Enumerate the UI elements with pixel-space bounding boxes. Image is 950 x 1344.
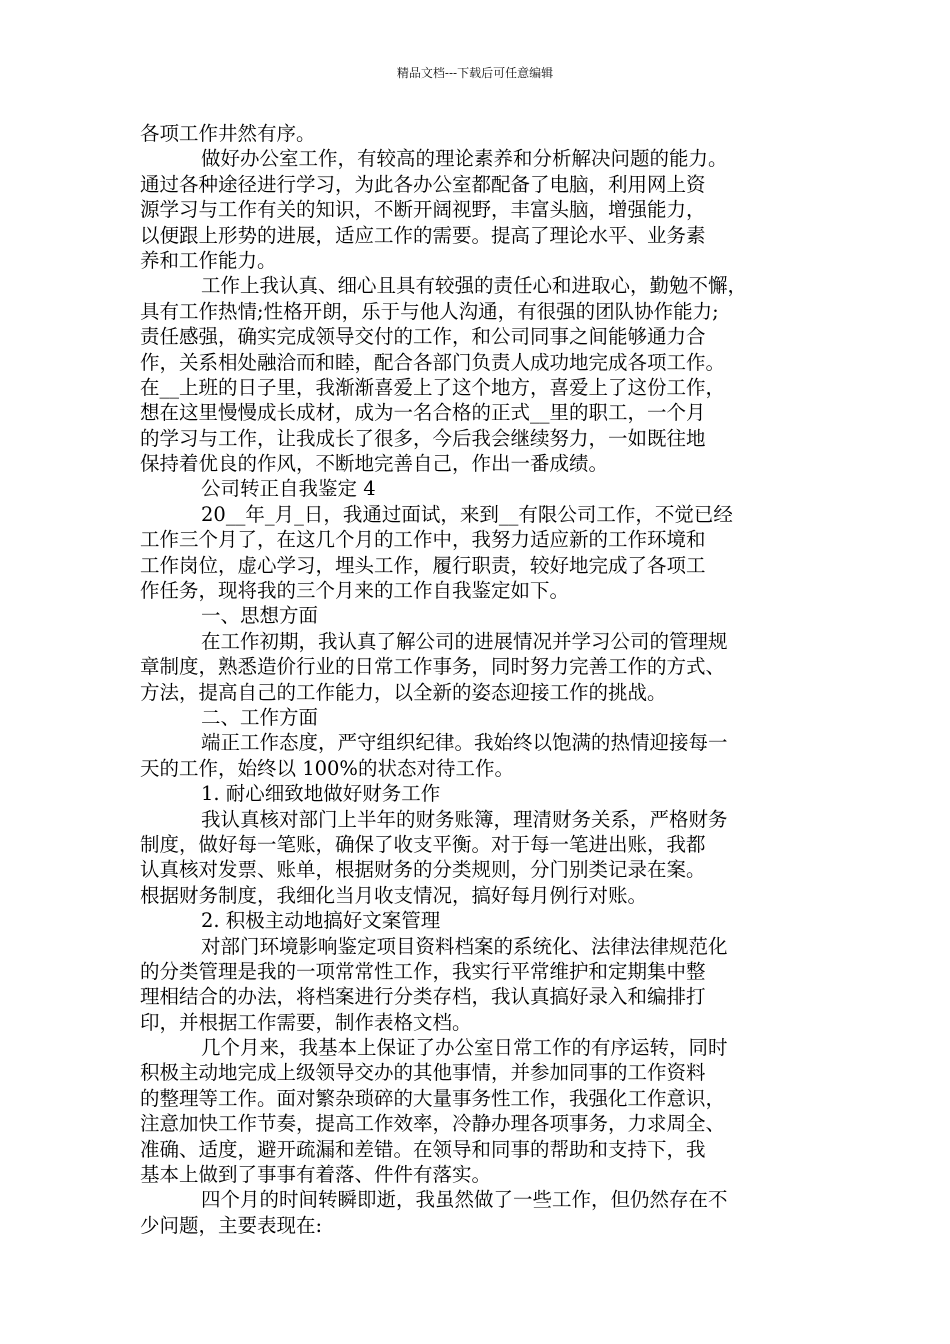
text-line: 几个月来，我基本上保证了办公室日常工作的有序运转，同时 [201,1036,728,1060]
text-line: 想在这里慢慢成长成材，成为一名合格的正式__里的职工，一个月 [140,401,706,425]
text-line: 准确、适度，避开疏漏和差错。在领导和同事的帮助和支持下，我 [140,1137,706,1161]
text-line: 对部门环境影响鉴定项目资料档案的系统化、法律法律规范化 [201,934,728,958]
text-line: 责任感强，确实完成领导交付的工作，和公司同事之间能够通力合 [140,325,706,349]
text-line: 通过各种途径进行学习，为此各办公室都配备了电脑，利用网上资 [140,172,706,196]
text-line: 20__年_月_日，我通过面试，来到__有限公司工作，不觉已经 [201,502,733,526]
document-body [140,121,820,1238]
text-line: 我认真核对部门上半年的财务账簿，理清财务关系，严格财务 [201,807,728,831]
text-line: 1. 耐心细致地做好财务工作 [201,782,441,806]
text-line: 各项工作井然有序。 [140,122,316,145]
text-line: 做好办公室工作，有较高的理论素养和分析解决问题的能力。 [201,147,728,171]
text-line: 在工作初期，我认真了解公司的进展情况并学习公司的管理规 [201,629,728,653]
text-line: 公司转正自我鉴定 4 [201,477,376,501]
text-line: 源学习与工作有关的知识，不断开阔视野，丰富头脑，增强能力， [140,198,706,222]
text-line: 注意加快工作节奏，提高工作效率，冷静办理各项事务，力求周全、 [140,1112,726,1136]
text-line: 2. 积极主动地搞好文案管理 [201,909,441,933]
text-line: 工作上我认真、细心且具有较强的责任心和进取心，勤勉不懈， [201,274,748,298]
text-line: 工作岗位，虚心学习，埋头工作，履行职责，较好地完成了各项工 [140,553,706,577]
text-line: 的学习与工作，让我成长了很多，今后我会继续努力，一如既往地 [140,426,706,450]
text-line: 保持着优良的作风，不断地完善自己，作出一番成绩。 [140,452,609,476]
page-header: 精品文档---下载后可任意编辑 [396,66,554,80]
text-line: 具有工作热情;性格开朗，乐于与他人沟通，有很强的团队协作能力; [140,299,719,323]
text-line: 理相结合的办法，将档案进行分类存档，我认真搞好录入和编排打 [140,985,706,1009]
text-line: 工作三个月了，在这几个月的工作中，我努力适应新的工作环境和 [140,528,706,552]
text-line: 根据财务制度，我细化当月收支情况，搞好每月例行对账。 [140,883,648,907]
text-line: 作，关系相处融洽而和睦，配合各部门负责人成功地完成各项工作。 [140,350,726,374]
text-line: 制度，做好每一笔账，确保了收支平衡。对于每一笔进出账，我都 [140,832,706,856]
text-line: 养和工作能力。 [140,248,277,272]
text-line: 方法，提高自己的工作能力，以全新的姿态迎接工作的挑战。 [140,680,667,704]
text-line: 天的工作，始终以 100%的状态对待工作。 [140,756,514,780]
text-line: 少问题，主要表现在: [140,1213,323,1237]
text-line: 认真核对发票、账单，根据财务的分类规则，分门别类记录在案。 [140,858,706,882]
text-line: 的整理等工作。面对繁杂琐碎的大量事务性工作，我强化工作意识， [140,1086,726,1110]
text-line: 四个月的时间转瞬即逝，我虽然做了一些工作，但仍然存在不 [201,1188,728,1212]
text-line: 二、工作方面 [201,705,319,729]
text-line: 积极主动地完成上级领导交办的其他事情，并参加同事的工作资料 [140,1061,706,1085]
text-line: 印，并根据工作需要，制作表格文档。 [140,1010,472,1034]
text-line: 章制度，熟悉造价行业的日常工作事务，同时努力完善工作的方式、 [140,655,726,679]
text-line: 作任务，现将我的三个月来的工作自我鉴定如下。 [140,579,570,603]
text-line: 以便跟上形势的进展，适应工作的需要。提高了理论水平、业务素 [140,223,706,247]
text-line: 端正工作态度，严守组织纪律。我始终以饱满的热情迎接每一 [201,731,728,755]
text-line: 一、思想方面 [201,604,319,628]
text-line: 在__上班的日子里，我渐渐喜爱上了这个地方，喜爱上了这份工作， [140,375,726,399]
text-line: 的分类管理是我的一项常常性工作，我实行平常维护和定期集中整 [140,959,706,983]
text-line: 基本上做到了事事有着落、件件有落实。 [140,1163,492,1187]
